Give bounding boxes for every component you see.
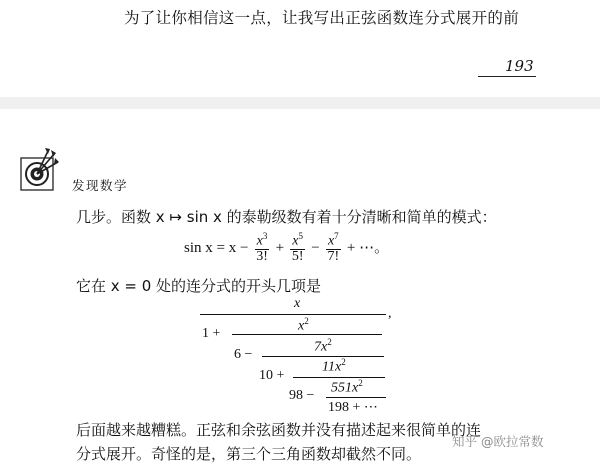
- cf-level4-num: [331, 378, 363, 397]
- cf-level4-bar: [326, 397, 386, 398]
- cf-level4-int: 98 −: [289, 388, 315, 403]
- section-title: 发现数学: [72, 178, 129, 193]
- term-2-numerator: x: [292, 233, 299, 249]
- cf-level3-int: 10 +: [259, 368, 285, 383]
- series-term-3: [325, 232, 341, 265]
- term-1-numerator: x: [256, 233, 263, 249]
- cf-level2-int: 6 −: [234, 347, 253, 362]
- term-3-numerator: x: [327, 233, 335, 249]
- zhihu-watermark: 知乎 @欧拉常数: [452, 434, 544, 449]
- cf-level3-num: [322, 357, 346, 376]
- term-3-power: 7: [334, 231, 339, 241]
- term-3-denominator: 7!: [327, 249, 340, 265]
- sin-series-formula: [184, 232, 389, 265]
- carryover-text-line: 为了让你相信这一点，让我写出正弦函数连分式展开的前: [124, 9, 520, 27]
- cf-level2-power: 2: [327, 337, 332, 347]
- cf-top-numerator: x: [294, 296, 301, 311]
- series-term-2: [290, 232, 306, 265]
- formula-lhs: sin x = x −: [184, 239, 249, 256]
- cf-level1-power: 2: [304, 316, 309, 326]
- cf-level4-power: 2: [358, 378, 363, 388]
- cf-level1-num: [298, 316, 309, 335]
- dart-target-icon: [20, 148, 60, 192]
- cf-level1-int: 1 +: [202, 326, 221, 341]
- page-separator: [0, 97, 600, 109]
- cf-comma: ,: [388, 306, 392, 321]
- operator-minus: −: [311, 239, 320, 256]
- term-1-denominator: 3!: [256, 249, 268, 265]
- page-number: 193: [505, 57, 534, 75]
- cf-level4-den: 198 + ⋯: [328, 400, 378, 415]
- cf-level2-var: 7x: [314, 339, 328, 355]
- term-1-power: 3: [262, 231, 268, 241]
- paragraph-3-line-2: 分式展开。奇怪的是，第三个三角函数却截然不同。: [76, 445, 422, 463]
- series-tail: + ⋯。: [346, 239, 390, 256]
- paragraph-2: 它在 x = 0 处的连分式的开头几项是: [76, 277, 322, 295]
- term-2-denominator: 5!: [291, 249, 304, 265]
- term-2-power: 5: [298, 231, 304, 241]
- paragraph-3-line-1: 后面越来越糟糕。正弦和余弦函数并没有描述起来很简单的连: [76, 421, 482, 439]
- cf-level1-bar: [232, 334, 382, 335]
- cf-level3-var: 11x: [322, 359, 342, 375]
- cf-level3-power: 2: [341, 357, 346, 367]
- cf-level4-var: 551x: [331, 380, 359, 396]
- operator-plus: +: [275, 239, 285, 256]
- paragraph-1: 几步。函数 x ↦ sin x 的泰勒级数有着十分清晰和简单的模式：: [76, 208, 497, 226]
- cf-main-bar: [200, 314, 386, 315]
- cf-level1-var: x: [298, 318, 305, 334]
- series-term-1: [254, 232, 270, 265]
- cf-level2-num: [314, 337, 332, 356]
- page-number-rule: [478, 76, 536, 77]
